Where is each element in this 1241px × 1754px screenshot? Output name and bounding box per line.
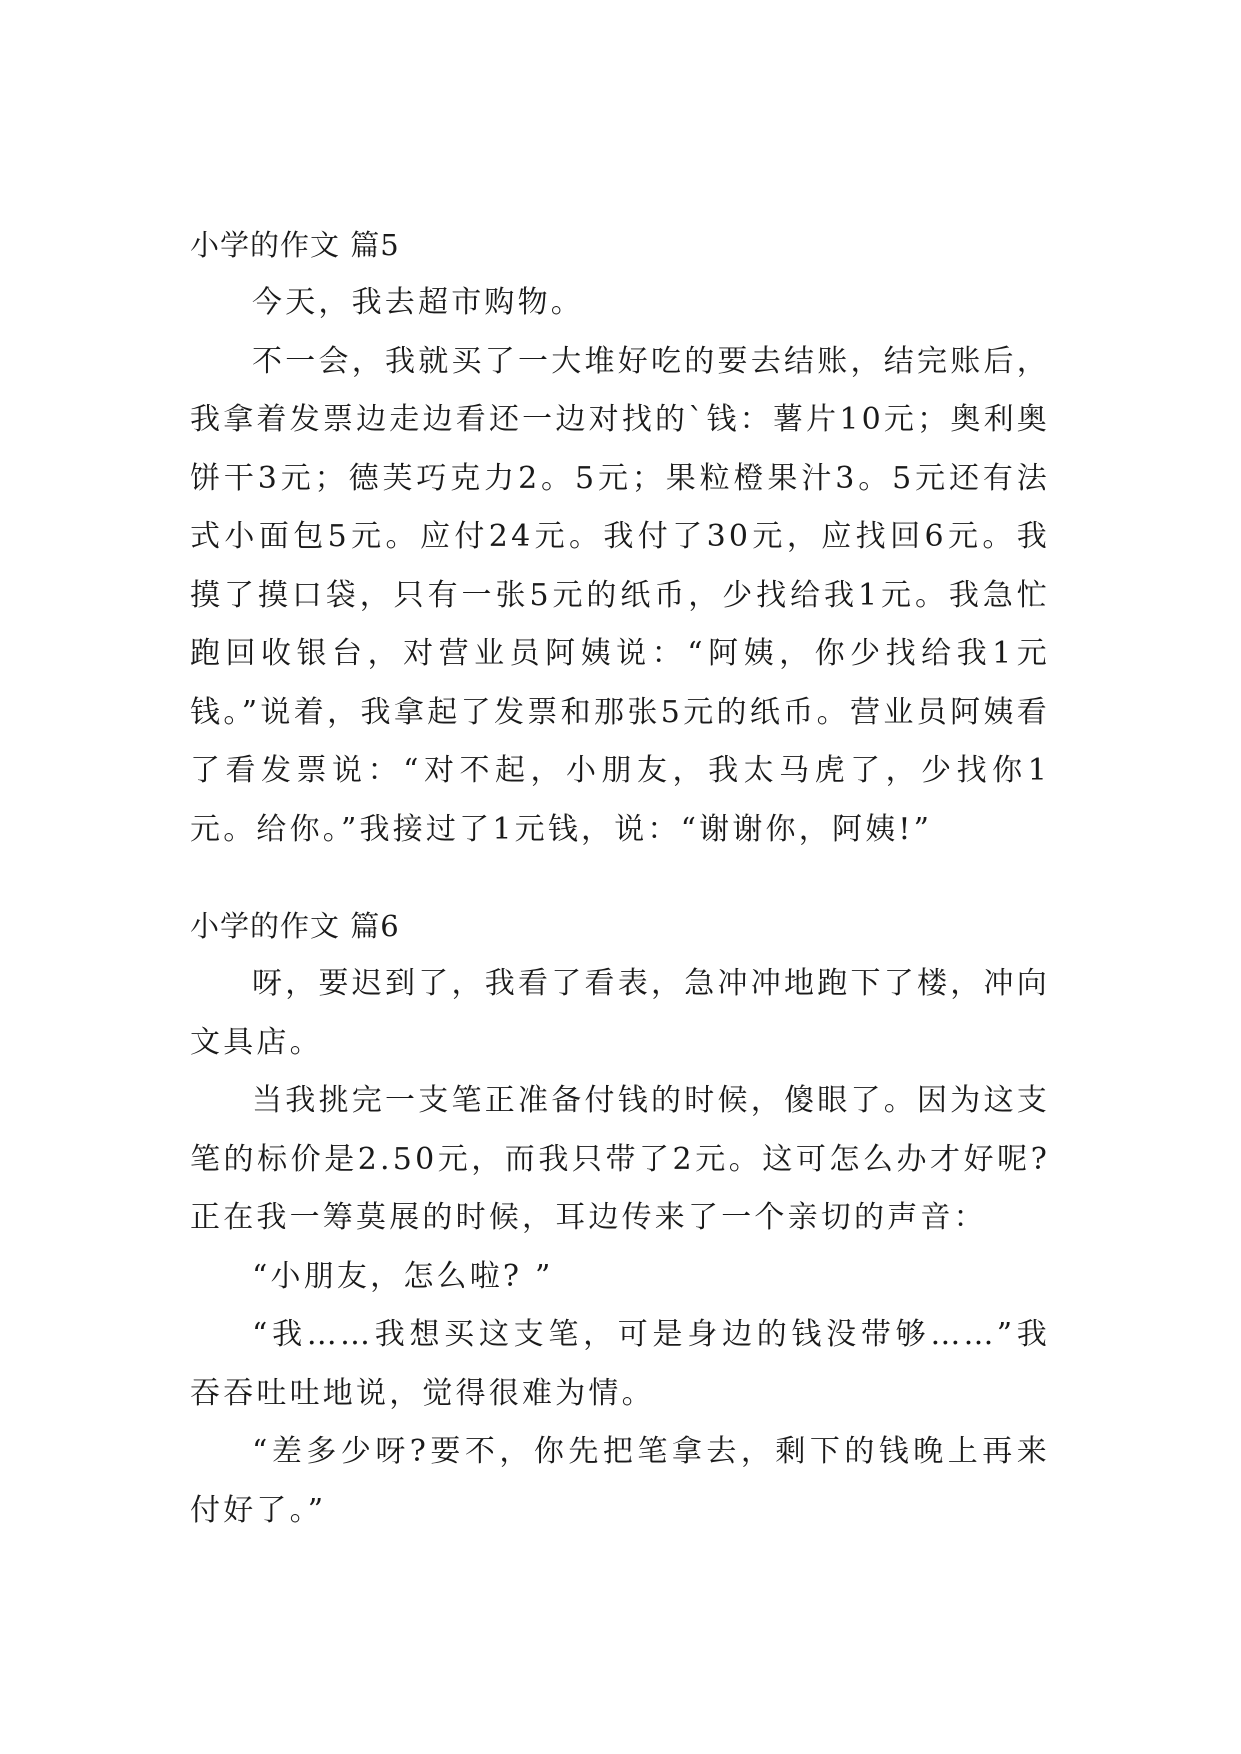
paragraph: “小朋友，怎么啦? ” [252,1258,554,1294]
paragraph: 呀，要迟到了，我看了看表，急冲冲地跑下了楼，冲向文具店。 [190,966,1050,1060]
section-heading: 小学的作文 篇6 [190,909,400,943]
paragraph: 不一会，我就买了一大堆好吃的要去结账，结完账后，我拿着发票边走边看还一边对找的`钱：薯片10元；奥利奥饼干3元；德芙巧克力2。5元；果粒橙果汁3。5元还有法式小面包5元。应付24元。我付了30元，应找回6元。我摸了摸口袋，只有一张5元的纸币，少找给我1元。我急忙跑回收银台，对营业员阿姨说：“阿姨，你少找给我1元钱。”说着，我拿起了发票和那张5元的纸币。营业员阿姨看了看发票说：“对不起，小朋友，我太马虎了，少找你1元。给你。”我接过了1元钱，说：“谢谢你，阿姨!” [190,343,1050,847]
paragraph: “差多少呀?要不，你先把笔拿去，剩下的钱晚上再来付好了。” [190,1434,1050,1528]
document-body [190,220,1050,1540]
paragraph: “我……我想买这支笔，可是身边的钱没带够……”我吞吞吐吐地说，觉得很难为情。 [190,1317,1050,1411]
paragraph: 当我挑完一支笔正准备付钱的时候，傻眼了。因为这支笔的标价是2.50元，而我只带了2元。这可怎么办才好呢?正在我一筹莫展的时候，耳边传来了一个亲切的声音： [190,1083,1050,1235]
essay-section-5 [190,220,1050,859]
section-heading: 小学的作文 篇5 [190,228,400,262]
essay-section-6 [190,901,1050,1540]
paragraph: 今天，我去超市购物。 [252,285,584,320]
